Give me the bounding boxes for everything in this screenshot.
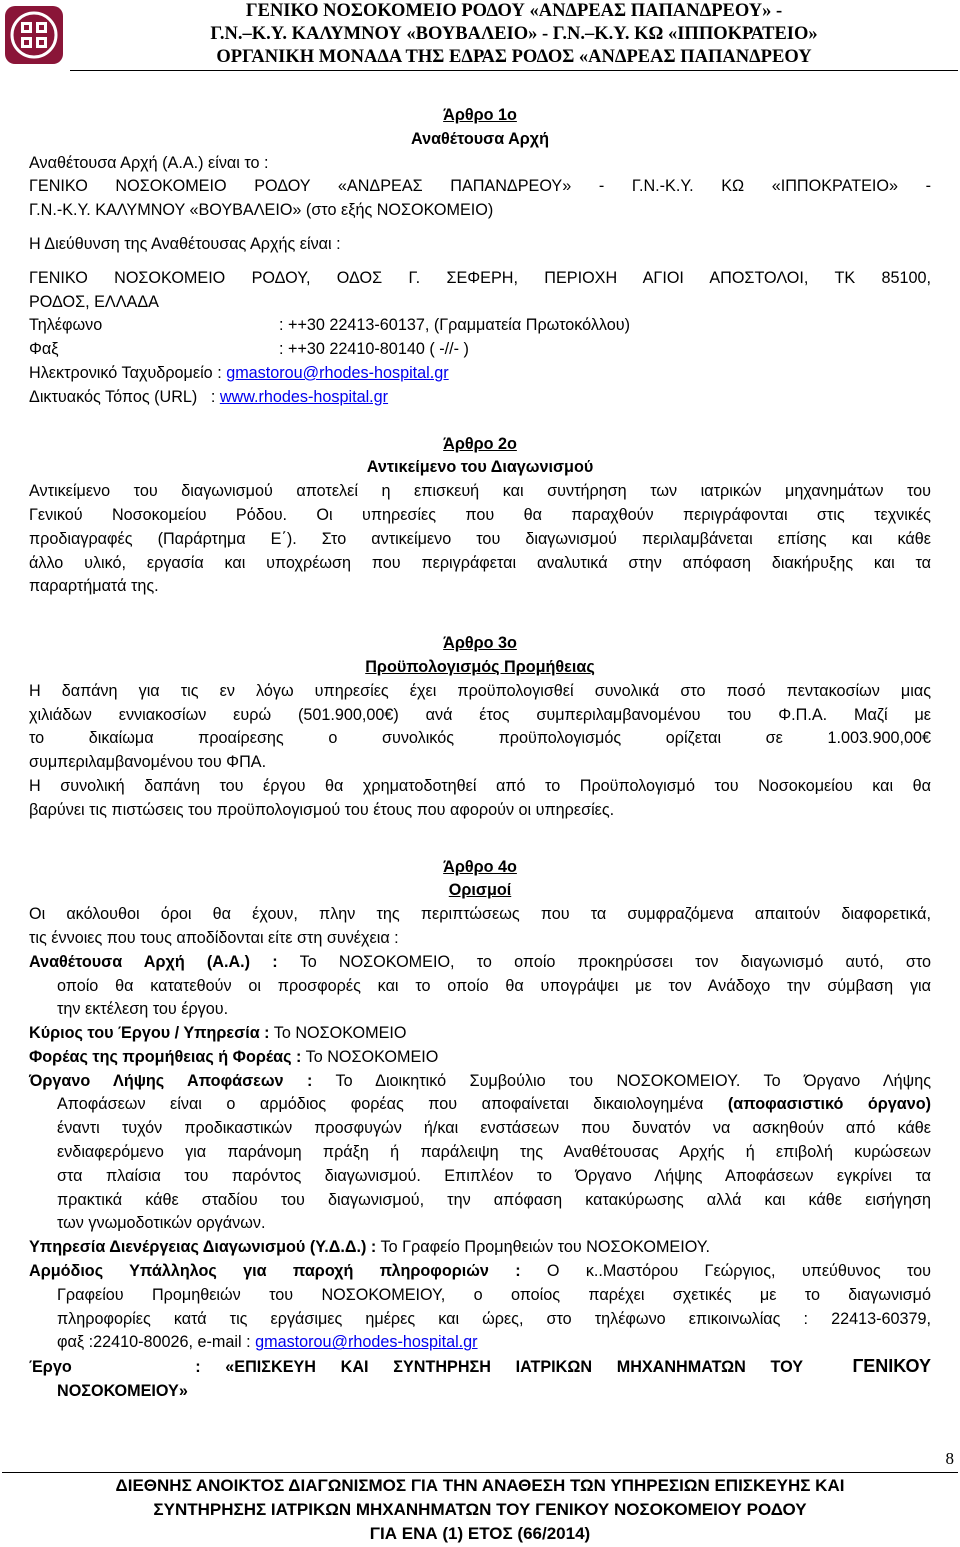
definition-owner [29, 1022, 931, 1046]
definition-term: Έργο [29, 1358, 72, 1377]
article-2-line: άλλο υλικό, εργασία και υποχρέωση που περιγράφεται αναλυτικά στην απόφαση διακήρυξης και τα [29, 553, 931, 572]
definition-line: έναντι τυχόν προδικαστικών προσφυγών ή/και ενστάσεων που δυνατόν να ασκηθούν από κάθε [57, 1119, 931, 1138]
definition-line: ΝΟΣΟΚΟΜΕΙΟΥ» [57, 1382, 188, 1401]
definition-contracting-authority [29, 951, 931, 975]
article-3-line: το δικαίωμα προαίρεσης ο συνολικός προϋπολογισμός ορίζεται σε 1.003.900,00€ [29, 729, 931, 748]
fax-row [29, 338, 931, 362]
article-2-line: Αντικείμενο του διαγωνισμού αποτελεί η επισκευή και συντήρηση των ιατρικών μηχανημάτων του [29, 482, 931, 501]
definition-text: Το Γραφείο Προμηθειών του ΝΟΣΟΚΟΜΕΙΟΥ. [376, 1238, 711, 1257]
email-link[interactable]: gmastorou@rhodes-hospital.gr [226, 363, 449, 382]
article-3-heading: Άρθρο 3ο [443, 634, 517, 653]
article-1-line: Γ.Ν.-Κ.Υ. ΚΑΛΥΜΝΟΥ «ΒΟΥΒΑΛΕΙΟ» (στο εξής ΝΟΣΟΚΟΜΕΙΟ) [29, 201, 494, 220]
page-footer [0, 1474, 960, 1546]
article-1-heading: Άρθρο 1ο [443, 106, 517, 124]
definition-line [57, 1331, 931, 1355]
definition-text: Ο κ..Μαστόρου Γεώργιος, υπεύθυνος του [520, 1262, 931, 1281]
email-separator: : [217, 363, 222, 382]
address-line-2: ΡΟΔΟΣ, ΕΛΛΑΔΑ [29, 292, 159, 311]
definition-line: την εκτέλεση του έργου. [57, 1000, 229, 1019]
header-line-3: ΟΡΓΑΝΙΚΗ ΜΟΝΑΔΑ ΤΗΣ ΕΔΡΑΣ ΡΟΔΟΣ «ΑΝΔΡΕΑΣ ΠΑΠΑΝΔΡΕΟΥ [216, 47, 812, 67]
email-label: Ηλεκτρονικό Ταχυδρομείο [29, 363, 213, 382]
definition-term: Φορέας της προμήθειας ή Φορέας : [29, 1047, 302, 1066]
definition-term: Όργανο Λήψης Αποφάσεων : [29, 1071, 313, 1090]
article-4-line: Οι ακόλουθοι όροι θα έχουν, πλην της περιπτώσεως που τα συμφραζόμενα απαιτούν διαφορετικά, [29, 905, 931, 924]
url-label: Δικτυακός Τόπος (URL) [29, 387, 198, 406]
phone-value: : ++30 22413-60137, (Γραμματεία Πρωτοκόλλου) [279, 316, 631, 335]
definition-line: στα πλαίσια του παρόντος διαγωνισμού. Επιπλέον το Όργανο Λήψης Αποφάσεων εγκρίνει τα [57, 1166, 931, 1185]
definition-text: : «ΕΠΙΣΚΕΥΗ ΚΑΙ ΣΥΝΤΗΡΗΣΗ ΙΑΤΡΙΚΩΝ ΜΗΧΑΝΗΜΑΤΩΝ ΤΟΥ [195, 1358, 804, 1377]
definition-project [29, 1355, 931, 1380]
definition-term: Αρμόδιος Υπάλληλος για παροχή πληροφοριών : [29, 1262, 521, 1281]
contact-email-link[interactable]: gmastorou@rhodes-hospital.gr [255, 1333, 478, 1352]
article-1-line: ΓΕΝΙΚΟ ΝΟΣΟΚΟΜΕΙΟ ΡΟΔΟΥ «ΑΝΔΡΕΑΣ ΠΑΠΑΝΔΡΕΟΥ» - Γ.Ν.-Κ.Υ. ΚΩ «ΙΠΠΟΚΡΑΤΕΙΟ» - [29, 177, 931, 196]
article-3-line: χιλιάδων εννιακοσίων ευρώ (501.900,00€) ανά έτος συμπεριλαμβανομένου του Φ.Π.Α. Μαζί με [29, 705, 931, 724]
article-3-line: συμπεριλαμβανομένου του ΦΠΑ. [29, 753, 267, 772]
article-4-line: τις έννοιες που τους αποδίδονται είτε στη συνέχεια : [29, 928, 399, 947]
definition-line: ενδιαφερόμενο για παράνομη πράξη ή παράλειψη της Αναθέτουσας Αρχής ή επιβολή κυρώσεων [57, 1143, 931, 1162]
definition-text: Το Διοικητικό Συμβούλιο του ΝΟΣΟΚΟΜΕΙΟΥ. Το Όργανο Λήψης [312, 1071, 931, 1090]
definition-text: Το ΝΟΣΟΚΟΜΕΙΟ, το οποίο προκηρύσσει τον διαγωνισμό αυτό, στο [277, 952, 931, 971]
definition-term: Αναθέτουσα Αρχή (Α.Α.) : [29, 952, 278, 971]
article-2-line: προδιαγραφές (Παράρτημα Ε΄). Στο αντικείμενο του διαγωνισμού περιλαμβάνεται επίσης και κάθε [29, 529, 931, 548]
phone-row [29, 314, 931, 338]
url-row [29, 386, 931, 410]
definition-term: Κύριος του Έργου / Υπηρεσία : [29, 1024, 270, 1043]
definition-decision-body [29, 1070, 931, 1094]
footer-rule [2, 1472, 958, 1473]
footer-line-1: ΔΙΕΘΝΗΣ ΑΝΟΙΚΤΟΣ ΔΙΑΓΩΝΙΣΜΟΣ ΓΙΑ ΤΗΝ ΑΝΑΘΕΣΗ ΤΩΝ ΥΠΗΡΕΣΙΩΝ ΕΠΙΣΚΕΥΗΣ ΚΑΙ [115, 1476, 845, 1495]
article-2-line: Γενικού Νοσοκομείου Ρόδου. Οι υπηρεσίες που θα παραχθούν περιγράφονται στις τεχνικές [29, 505, 931, 524]
definition-line: πρακτικά κάθε σταδίου του διαγωνισμού, την απόφαση κατακύρωσης αλλά και κάθε εισήγηση [57, 1190, 931, 1209]
definition-carrier [29, 1046, 931, 1070]
definition-line: Γραφείου Προμηθειών του ΝΟΣΟΚΟΜΕΙΟΥ, ο οποίος παρέχει σχετικές με το διαγωνισμό [57, 1285, 931, 1304]
definition-emphasis: (αποφασιστικό όργανο) [727, 1095, 931, 1114]
definition-text: Το ΝΟΣΟΚΟΜΕΙΟ [269, 1024, 407, 1043]
page-header [70, 0, 958, 69]
article-3-line: Η συνολική δαπάνη του έργου θα χρηματοδοτηθεί από το Προϋπολογισμό του Νοσοκομείου και θα [29, 776, 931, 795]
fax-label: Φαξ [29, 340, 59, 359]
article-4-title: Ορισμοί [448, 881, 512, 900]
article-3-title: Προϋπολογισμός Προμήθειας [365, 657, 595, 676]
header-rule [70, 70, 958, 71]
header-line-1: ΓΕΝΙΚΟ ΝΟΣΟΚΟΜΕΙΟ ΡΟΔΟΥ «ΑΝΔΡΕΑΣ ΠΑΠΑΝΔΡΕΟΥ» - [245, 1, 783, 21]
fax-value: : ++30 22410-80140 ( -//- ) [279, 340, 469, 359]
definition-line: οποίο θα κατατεθούν οι προσφορές και το οποίο θα υπογράψει με τον Ανάδοχο την σύμβαση για [57, 976, 931, 995]
definition-contact-officer [29, 1260, 931, 1284]
definition-text: Το ΝΟΣΟΚΟΜΕΙΟ [301, 1047, 439, 1066]
url-link[interactable]: www.rhodes-hospital.gr [219, 387, 389, 406]
definition-text: φαξ :22410-80026, e-mail : [57, 1333, 256, 1352]
definition-term: Υπηρεσία Διενέργειας Διαγωνισμού (Υ.Δ.Δ.) : [29, 1238, 377, 1257]
article-3-line: βαρύνει τις πιστώσεις του προϋπολογισμού του έτους που αφορούν οι υπηρεσίες. [29, 800, 615, 819]
definition-text: Αποφάσεων είναι ο αρμόδιος φορέας που αποφαίνεται δικαιολογημένα [57, 1095, 728, 1114]
page-number: 8 [945, 1449, 954, 1468]
definition-line: πληροφορίες κατά τις εργάσιμες ημέρες και ώρες, στο τηλέφωνο επικοινωλίας : 22413-60379, [57, 1309, 931, 1328]
definition-procurement-service [29, 1236, 931, 1260]
article-2-title: Αντικείμενο του Διαγωνισμού [366, 458, 594, 477]
article-1-line: Αναθέτουσα Αρχή (Α.Α.) είναι το : [29, 153, 269, 172]
article-2-heading: Άρθρο 2ο [443, 434, 517, 453]
article-3-line: Η δαπάνη για τις εν λόγω υπηρεσίες έχει προϋπολογισθεί συνολικά στο ποσό πεντακοσίων μιας [29, 681, 931, 700]
article-1-title: Αναθέτουσα Αρχή [410, 129, 549, 148]
email-row [29, 362, 931, 386]
phone-label: Τηλέφωνο [29, 316, 103, 335]
hospital-logo [4, 5, 64, 65]
definition-line: των γνωμοδοτικών οργάνων. [57, 1214, 266, 1233]
definition-text: ΓΕΝΙΚΟΥ [852, 1356, 931, 1377]
definition-line [57, 1093, 931, 1117]
address-line-1: ΓΕΝΙΚΟ ΝΟΣΟΚΟΜΕΙΟ ΡΟΔΟΥ, ΟΔΟΣ Γ. ΣΕΦΕΡΗ, ΠΕΡΙΟΧΗ ΑΓΙΟΙ ΑΠΟΣΤΟΛΟΙ, ΤΚ 85100, [29, 268, 931, 287]
footer-line-2: ΣΥΝΤΗΡΗΣΗΣ ΙΑΤΡΙΚΩΝ ΜΗΧΑΝΗΜΑΤΩΝ ΤΟΥ ΓΕΝΙΚΟΥ ΝΟΣΟΚΟΜΕΙΟΥ ΡΟΔΟΥ [153, 1500, 807, 1519]
article-2-line: παραρτήματά της. [29, 577, 159, 596]
footer-line-3: ΓΙΑ ΕΝΑ (1) ΕΤΟΣ (66/2014) [369, 1524, 591, 1543]
document-body [29, 104, 931, 1404]
header-line-2: Γ.Ν.–Κ.Υ. ΚΑΛΥΜΝΟΥ «ΒΟΥΒΑΛΕΙΟ» - Γ.Ν.–Κ.Υ. ΚΩ «ΙΠΠΟΚΡΑΤΕΙΟ» [210, 24, 818, 44]
article-4-heading: Άρθρο 4ο [443, 857, 517, 876]
url-separator: : [210, 387, 216, 406]
address-intro: Η Διεύθυνση της Αναθέτουσας Αρχής είναι : [29, 234, 341, 253]
